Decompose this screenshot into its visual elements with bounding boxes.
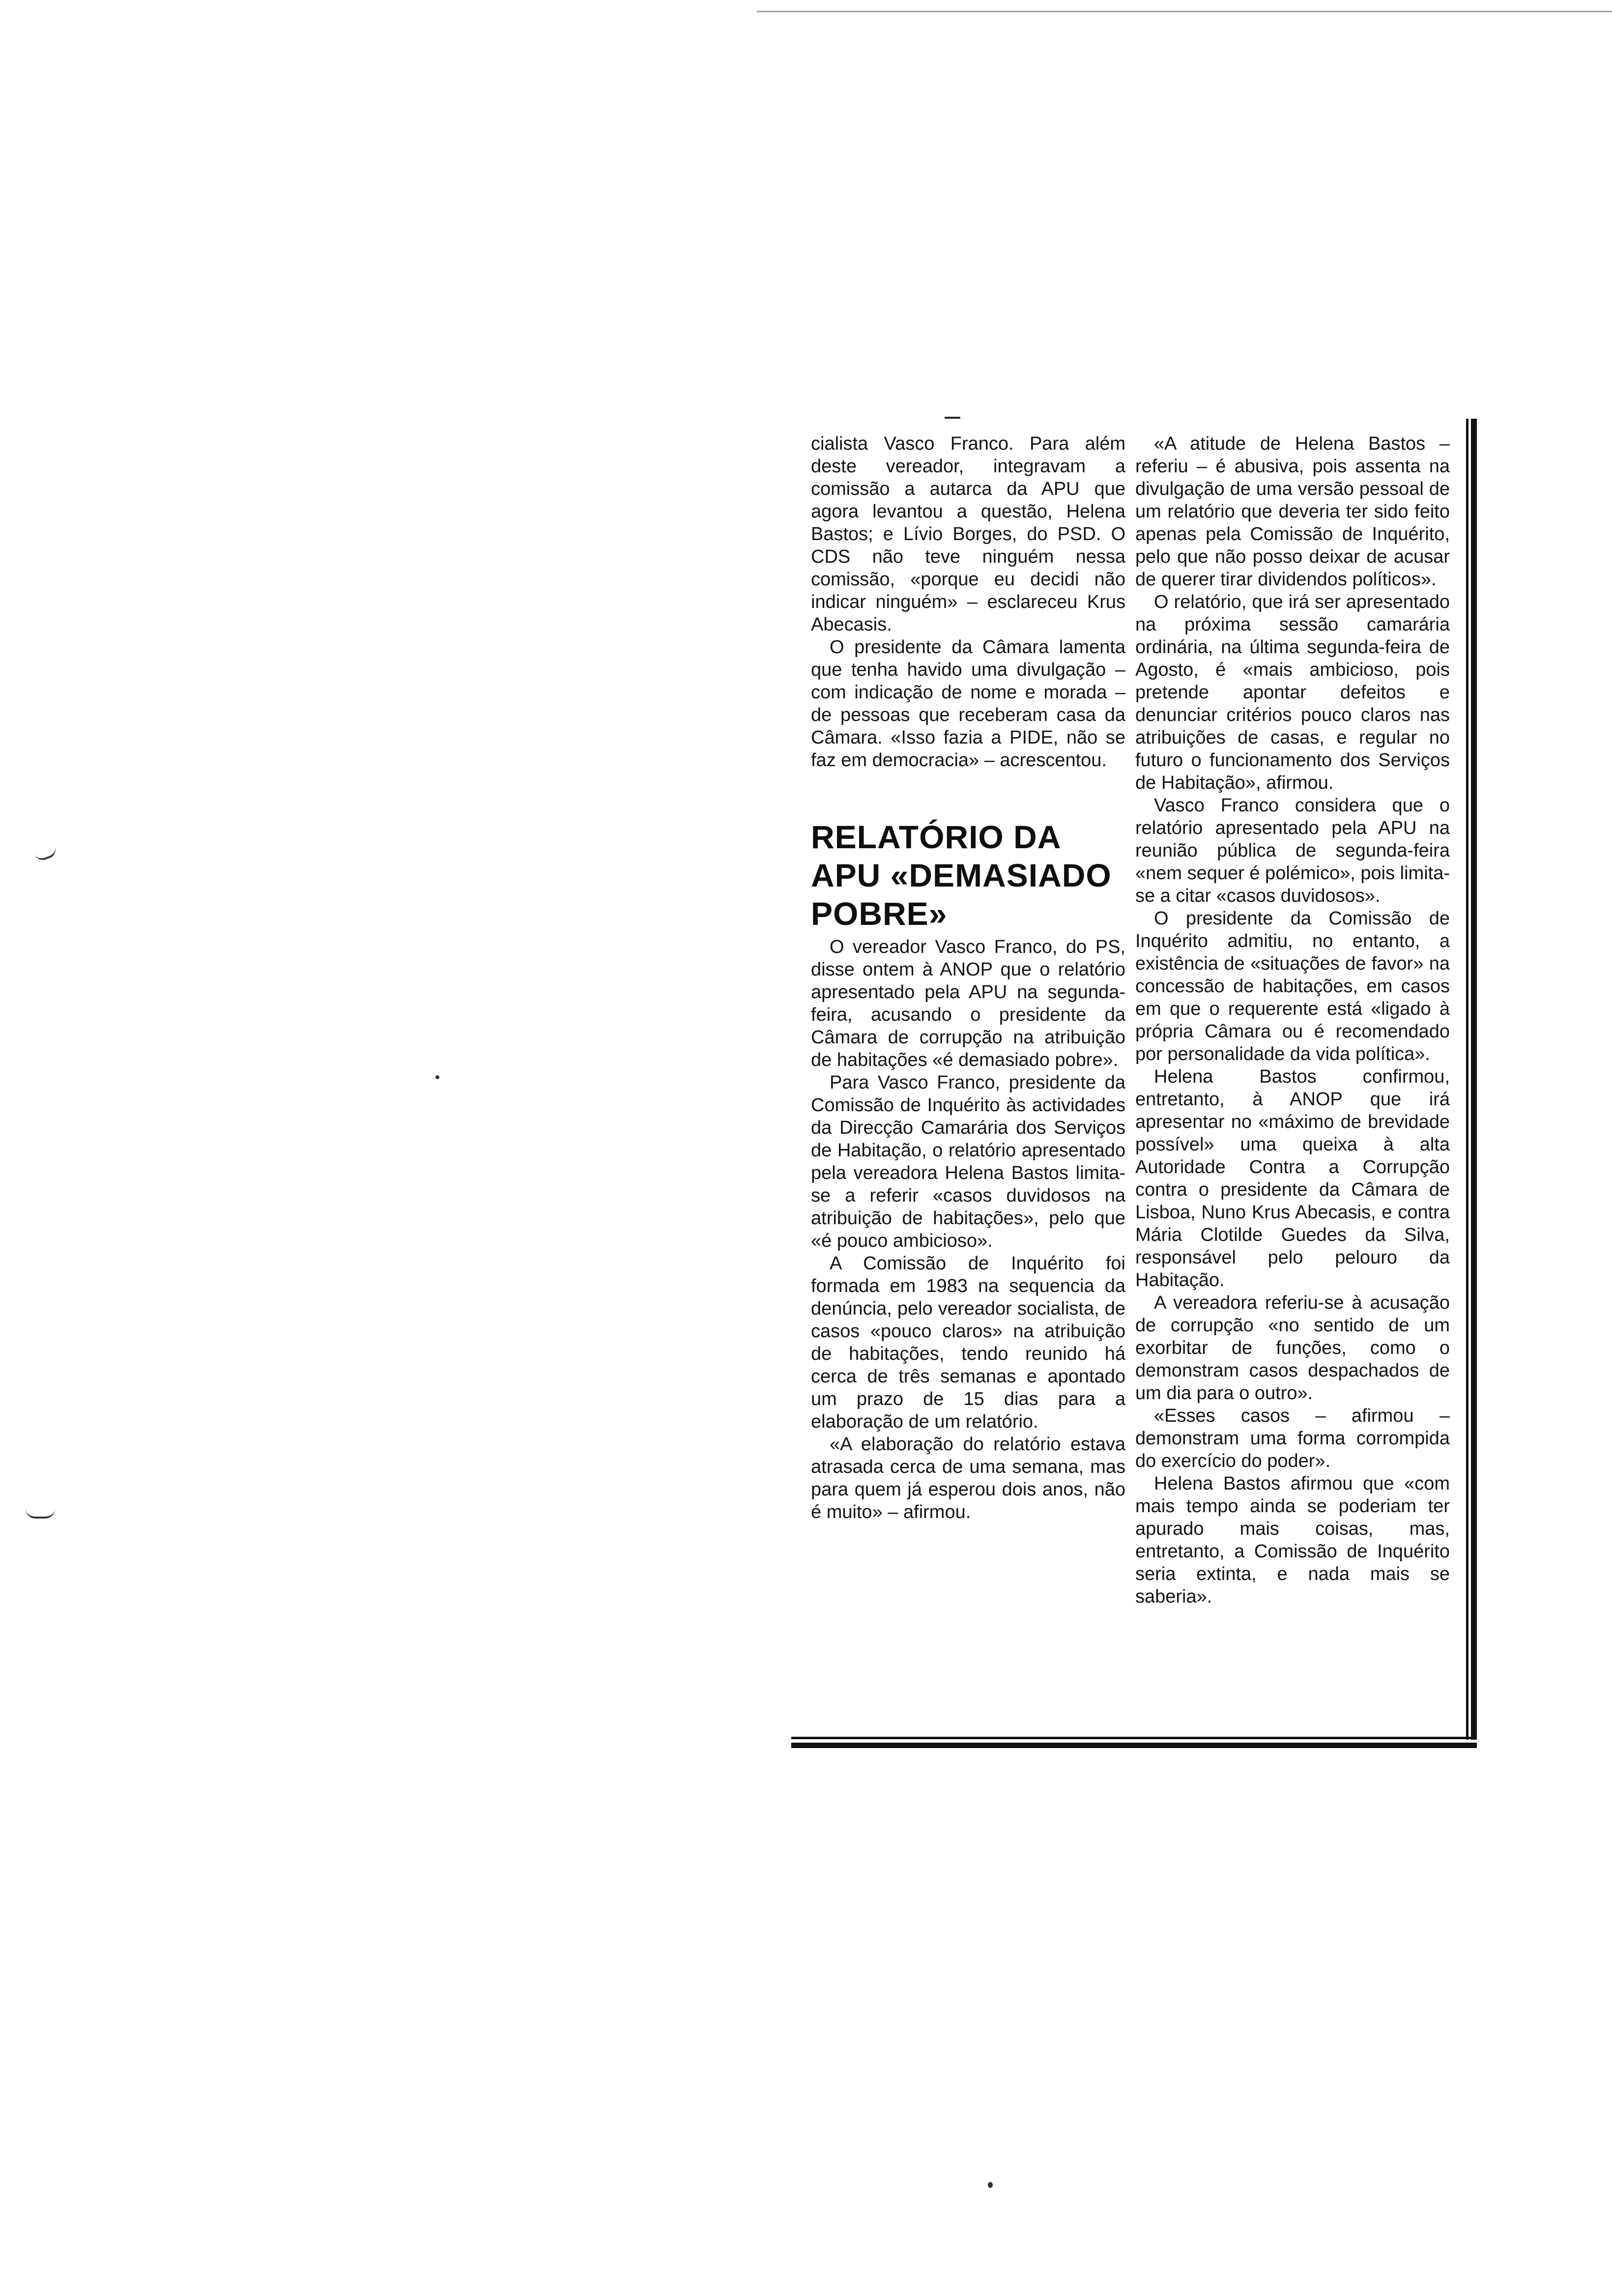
paragraph: O relatório, que irá ser apresentado na próxima sessão camarária ordinária, na última segunda-feira de Agosto, é «mais ambicioso, pois pretende apontar defeitos e denunciar critérios pouco claros nas atribuições de casas, e regular no futuro o funcionamento dos Serviços de Habitação», afirmou. [1135,592,1450,793]
bottom-border-rule-thick [791,1743,1477,1748]
paragraph: O presidente da Câmara lamenta que tenha havido uma divulgação – com indicação de nome e morada – de pessoas que receberam casa da Câmara. «Isso fazia a PIDE, não se faz em democracia» – acrescentou. [811,637,1125,771]
paragraph: Vasco Franco considera que o relatório apresentado pela APU na reunião pública de segunda-feira «nem sequer é polémico», pois limita-se a citar «casos duvidosos». [1135,795,1450,906]
scan-mark [26,1509,55,1519]
bottom-border-rule [791,1737,1477,1739]
column-border-rule-thick [1471,419,1477,1740]
scan-edge-line [757,11,1612,12]
article-column-right [1135,432,1450,1608]
article-headline: RELATÓRIO DA APU «DEMASIADO POBRE» [811,819,1112,932]
paragraph: O presidente da Comissão de Inquérito admitiu, no entanto, a existência de «situações de favor» na concessão de habitações, em casos em que o requerente está «ligado à própria Câmara ou é recomendado por personalidade da vida política». [1135,908,1450,1064]
paragraph: A Comissão de Inquérito foi formada em 1983 na sequencia da denúncia, pelo vereador socialista, de casos «pouco claros» na atribuição de habitações, tendo reunido há cerca de três semanas e apontado um prazo de 15 dias para a elaboração de um relatório. [811,1253,1125,1432]
scan-speck [988,2182,993,2188]
scan-mark [34,847,58,862]
paragraph: Helena Bastos afirmou que «com mais tempo ainda se poderiam ter apurado mais coisas, mas, entretanto, a Comissão de Inquérito seria extinta, e nada mais se saberia». [1135,1473,1450,1607]
paragraph: «A elaboração do relatório estava atrasada cerca de uma semana, mas para quem já esperou dois anos, não é muito» – afirmou. [811,1434,1125,1522]
paragraph: A vereadora referiu-se à acusação de corrupção «no sentido de um exorbitar de funções, como o demonstram casos despachados de um dia para o outro». [1135,1292,1450,1404]
scan-speck [435,1075,439,1079]
paragraph: Helena Bastos confirmou, entretanto, à ANOP que irá apresentar no «máximo de brevidade possível» uma queixa à alta Autoridade Contra a Corrupção contra o presidente da Câmara de Lisboa, Nuno Krus Abecasis, e contra Mária Clotilde Guedes da Silva, responsável pelo pelouro da Habitação. [1135,1066,1450,1291]
article-column-left [811,432,1125,1523]
paragraph: Para Vasco Franco, presidente da Comissão de Inquérito às actividades da Direcção Camarária dos Serviços de Habitação, o relatório apresentado pela vereadora Helena Bastos limita-se a referir «casos duvidosos na atribuição de habitações», pelo que «é pouco ambicioso». [811,1072,1125,1251]
paragraph: cialista Vasco Franco. Para além deste vereador, integravam a comissão a autarca da APU que agora levantou a questão, Helena Bastos; e Lívio Borges, do PSD. O CDS não teve ninguém nessa comissão, «porque eu decidi não indicar ninguém» – esclareceu Krus Abecasis. [811,433,1125,635]
newspaper-clipping [781,432,1479,1759]
column-border-rule [1466,419,1468,1740]
column-top-dash [945,417,960,419]
paragraph: O vereador Vasco Franco, do PS, disse ontem à ANOP que o relatório apresentado pela APU na segunda-feira, acusando o presidente da Câmara de corrupção na atribuição de habitações «é demasiado pobre». [811,937,1125,1070]
paragraph: «A atitude de Helena Bastos – referiu – é abusiva, pois assenta na divulgação de uma versão pessoal de um relatório que deveria ter sido feito apenas pela Comissão de Inquérito, pelo que não posso deixar de acusar de querer tirar dividendos políticos». [1135,433,1450,590]
paragraph: «Esses casos – afirmou – demonstram uma forma corrompida do exercício do poder». [1135,1406,1450,1471]
